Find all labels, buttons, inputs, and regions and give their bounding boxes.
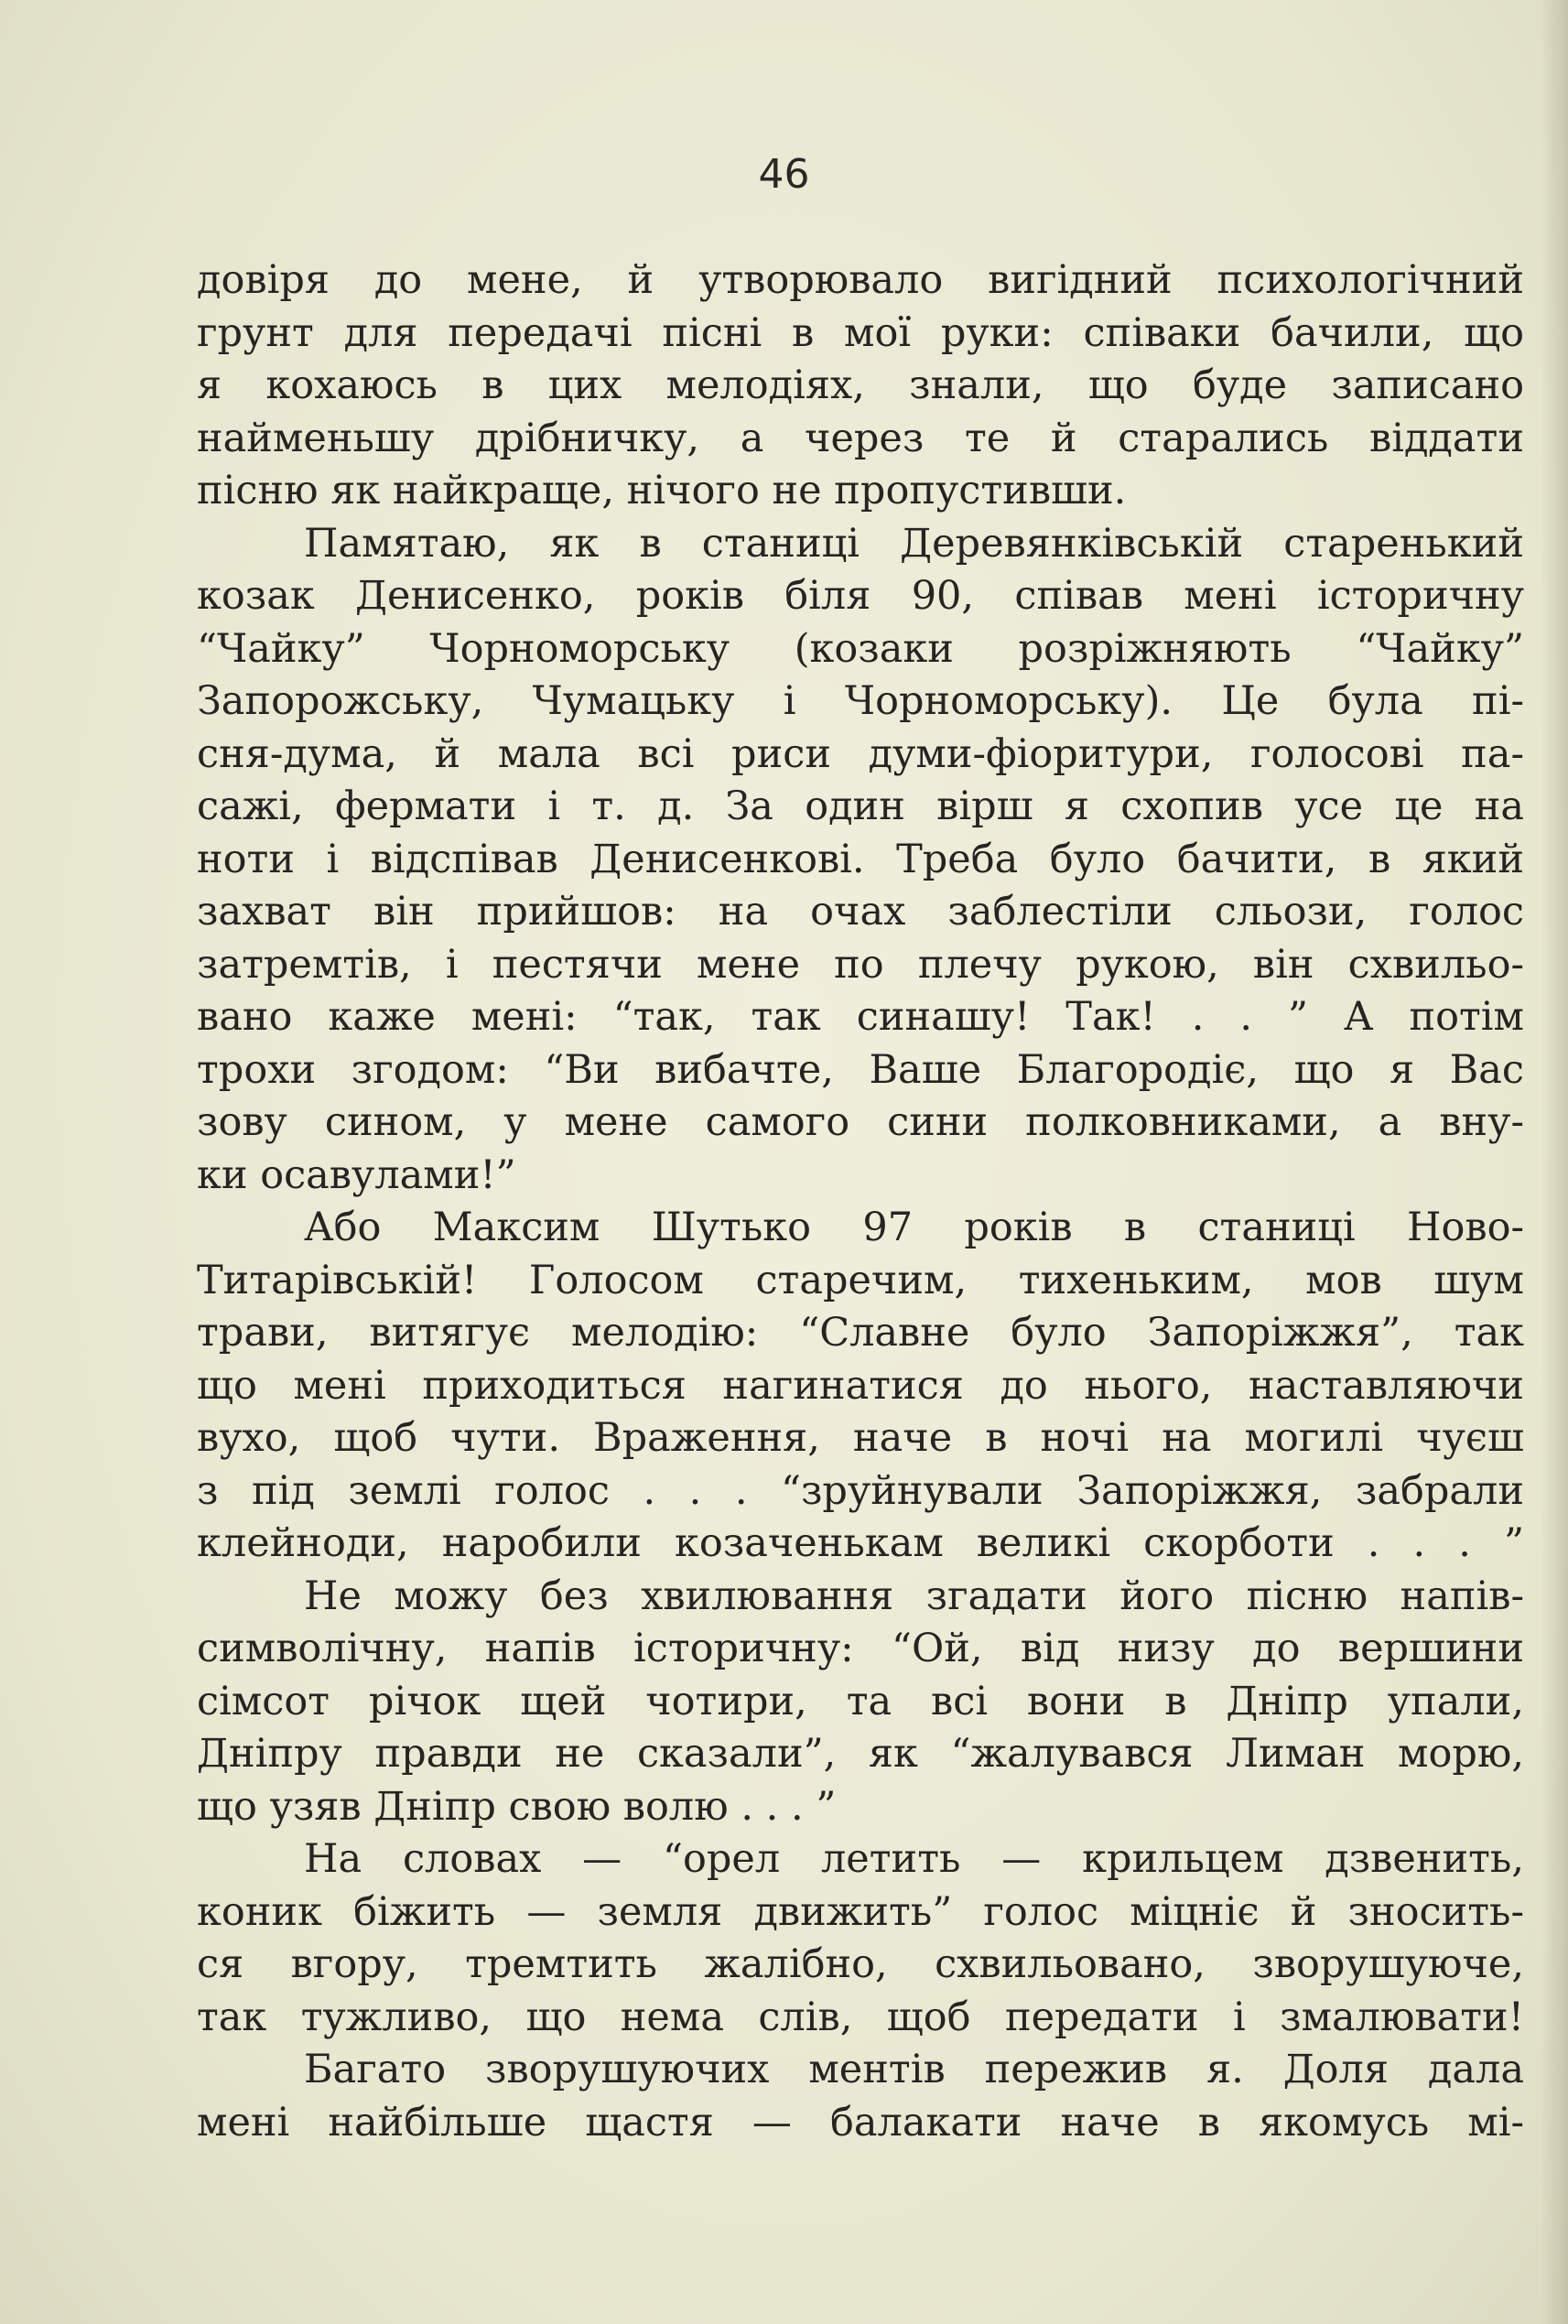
text-line: ся вгору, тремтить жалібно, схвильовано, зворушуюче, bbox=[197, 1941, 1524, 1987]
text-line: сня-дума, й мала всі риси думи-фіоритури, голосові па- bbox=[197, 730, 1524, 777]
text-line: довіря до мене, й утворювало вигідний психологічний bbox=[197, 257, 1524, 303]
page-edge-shadow bbox=[1541, 0, 1568, 2324]
text-line: з під землі голос . . . “зруйнували Запоріжжя, забрали bbox=[197, 1467, 1524, 1514]
text-line: На словах — “орел летить — крильцем дзвенить, bbox=[304, 1836, 1524, 1882]
text-line: вухо, щоб чути. Враження, наче в ночі на могилі чуєш bbox=[197, 1415, 1524, 1461]
text-line: так тужливо, що нема слів, щоб передати і змалювати! bbox=[197, 1994, 1524, 2040]
text-line: захват він прийшов: на очах заблестіли сльози, голос bbox=[197, 889, 1524, 935]
text-line: Не можу без хвилювання згадати його пісню напів- bbox=[304, 1573, 1524, 1619]
text-line: Памятаю, як в станиці Деревянківській старенький bbox=[304, 520, 1524, 567]
text-line: що мені приходиться нагинатися до нього, наставляючи bbox=[197, 1362, 1524, 1409]
text-line: Багато зворушуючих ментів пережив я. Доля дала bbox=[304, 2047, 1524, 2092]
text-line: пісню як найкраще, нічого не пропустивши. bbox=[197, 468, 1127, 513]
text-line: ноти і відспівав Денисенкові. Треба було бачити, в який bbox=[197, 836, 1524, 882]
text-line: вано каже мені: “так, так синашу! Так! . . ” А потім bbox=[197, 994, 1524, 1040]
text-line: Запорожську, Чумацьку і Чорноморську). Це була пі- bbox=[197, 678, 1524, 724]
text-line: сімсот річок щей чотири, та всі вони в Дніпр упали, bbox=[197, 1678, 1524, 1724]
text-line: мені найбільше щастя — балакати наче в якомусь мі- bbox=[197, 2099, 1524, 2146]
text-line: символічну, напів історичну: “Ой, від низу до вершини bbox=[197, 1626, 1524, 1671]
text-line: клейноди, наробили козаченькам великі скорботи . . . ” bbox=[197, 1520, 1524, 1566]
text-line: затремтів, і пестячи мене по плечу рукою, він схвильо- bbox=[197, 941, 1524, 988]
text-line: найменьшу дрібничку, а через те й старались віддати bbox=[197, 415, 1524, 461]
text-line: Або Максим Шутько 97 років в станиці Ново- bbox=[304, 1205, 1524, 1250]
text-line: грунт для передачі пісні в мої руки: співаки бачили, що bbox=[197, 309, 1524, 356]
text-line: Дніпру правди не сказали”, як “жалувався Лиман морю, bbox=[197, 1731, 1524, 1777]
text-line: зову сином, у мене самого сини полковниками, а вну- bbox=[197, 1099, 1524, 1145]
text-line: трохи згодом: “Ви вибачте, Ваше Благородіє, що я Вас bbox=[197, 1046, 1524, 1093]
text-line: ки осавулами!” bbox=[197, 1151, 516, 1198]
text-line: коник біжить — земля движить” голос міцніє й зносить- bbox=[197, 1888, 1524, 1935]
page-number: 46 bbox=[758, 151, 810, 198]
text-line: що узяв Дніпр свою волю . . . ” bbox=[197, 1783, 837, 1830]
text-line: трави, витягує мелодію: “Славне було Запоріжжя”, так bbox=[197, 1310, 1524, 1356]
body-text bbox=[197, 254, 1524, 2149]
text-line: я кохаюсь в цих мелодіях, знали, що буде записано bbox=[197, 362, 1524, 408]
text-line: “Чайку” Чорноморську (козаки розріжняють “Чайку” bbox=[197, 625, 1524, 672]
text-line: Титарівській! Голосом старечим, тихеньким, мов шум bbox=[197, 1257, 1524, 1303]
text-line: козак Денисенко, років біля 90, співав мені історичну bbox=[197, 573, 1524, 619]
text-line: сажі, фермати і т. д. За один вірш я схопив усе це на bbox=[197, 784, 1524, 829]
